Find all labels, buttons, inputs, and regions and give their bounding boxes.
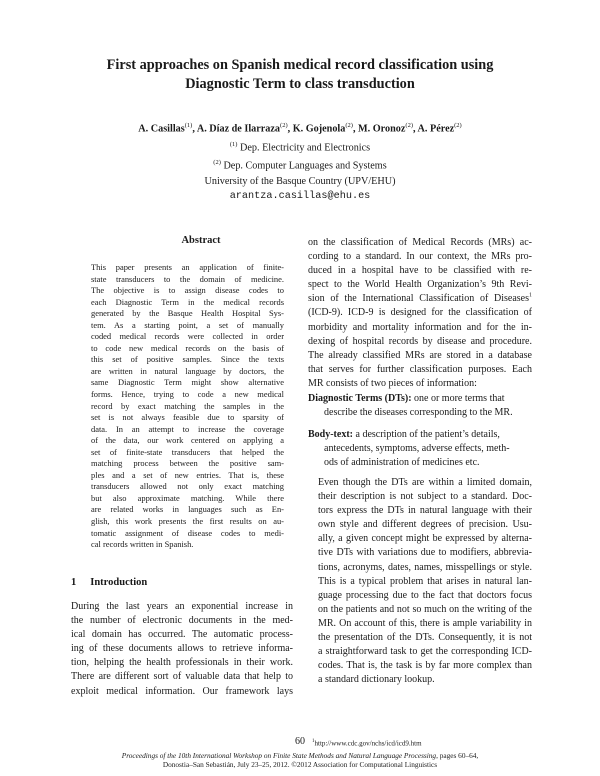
definition-term: Body-text: (308, 429, 353, 440)
author-4: , M. Oronoz (352, 123, 406, 135)
text-line: This is a typical problem that arises in natural lan- (318, 575, 532, 587)
text-line: matching process between the positive sam- (91, 458, 284, 469)
text-line: glish, this work presents the first results on au- (91, 516, 284, 527)
text-line: exploit medical information. Our framework lays (71, 685, 293, 697)
text-line: ical domain has occurred. The automatic process- (71, 629, 293, 641)
page-number: 60 (295, 736, 305, 747)
text-line: on the patients and not so much on the writing of the (318, 603, 532, 615)
definition-line: describe the diseases corresponding to the MR. (324, 407, 513, 419)
definition-diagnostic-terms (308, 392, 532, 420)
text-line: guage processing due to the fact that doctors focus (318, 589, 532, 601)
affiliation-1-mark: (1) (229, 140, 238, 148)
right-column-paragraph-1 (308, 236, 532, 391)
text-line: state transducers to the domain of medicine. (91, 273, 284, 284)
author-names (40, 118, 560, 137)
text-line: generated by the Basque Health Hospital Sys- (91, 308, 284, 319)
text-line: The already classified MRs are stored in a database (308, 349, 532, 361)
text-line: are related works in languages such as En- (91, 504, 284, 515)
affiliation-1 (40, 137, 560, 156)
university: University of the Basque Country (UPV/EHU) (204, 175, 396, 187)
author-2: , A. Díaz de Ilarraza (192, 123, 281, 135)
text-line: their description is not subject to a standard. Doc- (318, 491, 532, 503)
text-line: MR consists of two pieces of information: (308, 377, 477, 389)
text-line: sion of the International Classification of Diseases$^1$ (308, 293, 532, 305)
text-line: a standard dictionary lookup. (318, 674, 435, 686)
proceedings-line-2: Donostia–San Sebastián, July 23–25, 2012. ©2012 Association for Computational Linguistics (162, 760, 438, 770)
text-line: a straightforward task to get the corresponding ICD- (318, 646, 532, 658)
text-line: There are different sort of valuable data that help to (71, 671, 293, 683)
author-5: , A. Pérez (413, 123, 455, 135)
text-line: record by exact matching the samples in the (91, 400, 284, 411)
text-line: tion, helping the health professionals in their work. (71, 657, 293, 669)
footnote-url[interactable]: http://www.cdc.gov/nchs/icd/icd9.htm (314, 739, 422, 748)
author-3-affil: (2) (345, 122, 353, 129)
affiliation-2-text: Dep. Computer Languages and Systems (220, 160, 387, 172)
proceedings-name: Proceedings of the 10th International Workshop on Finite State Methods and Natural Language Processing (121, 751, 437, 760)
text-line: own style and different degrees of precision. Usu- (318, 519, 532, 531)
author-2-affil: (2) (280, 122, 288, 129)
introduction-paragraph (71, 600, 293, 699)
abstract-heading: Abstract (181, 235, 221, 246)
text-line: cording to a standard. In our context, the MRs pro- (308, 251, 532, 263)
text-line: duced in a hospital have to be classified with re- (308, 265, 532, 277)
author-5-affil: (2) (454, 122, 462, 129)
author-email[interactable]: arantza.casillas@ehu.es (229, 190, 371, 202)
definition-line: antecedents, symptoms, adverse effects, meth- (324, 443, 510, 455)
proceedings-line-1 (0, 751, 600, 760)
paper-title (60, 56, 540, 94)
text-line: set of finite-state transducers that helped the (91, 446, 284, 457)
text-line: are written in natural language by doctors, the (91, 365, 284, 376)
text-line: same Diagnostic Term might show alternative (91, 377, 284, 388)
footnote-mark: 1 (312, 739, 315, 744)
abstract-body (91, 262, 284, 551)
author-4-affil: (2) (405, 122, 413, 129)
text-line: that serves for further classification purposes. Each (308, 363, 532, 375)
title-line-2: Diagnostic Term to class transduction (185, 76, 415, 92)
affiliation-2 (40, 155, 560, 174)
text-line: ing of these documents allows to retrieve informa- (71, 643, 293, 655)
text-line: spect to the World Health Organization’s 9th Revi- (308, 279, 532, 291)
section-title: Introduction (90, 577, 148, 588)
text-line: data. In an attempt to increase the coverage (91, 423, 284, 434)
text-line: each Diagnostic Term in the medical records (91, 296, 284, 307)
text-line: but also approximate matching. While there (91, 492, 284, 503)
definition-text: one or more terms that (411, 393, 505, 404)
affiliation-1-text: Dep. Electricity and Electronics (237, 141, 371, 153)
footnote-reference: 1 (529, 293, 532, 300)
text-line: to code new medical records on the basis of (91, 342, 284, 353)
text-line: dexing of hospital records by disease and procedure. (308, 335, 532, 347)
text-line: tions, acronyms, dates, names, misspellings or style. (318, 561, 532, 573)
text-line: tive DTs with variations due to modifiers, abbrevia- (318, 547, 532, 559)
text-line: the presentation of the DTs. Consequently, it is not (318, 632, 532, 644)
text-line: codes. That is, the task is by far more complex than (318, 660, 532, 672)
author-1: A. Casillas (138, 123, 185, 135)
title-line-1: First approaches on Spanish medical record classification using (106, 57, 494, 73)
text-line: tem. As a starting point, a set of manually (91, 319, 284, 330)
text-line: transducers allowed not only exact matching (91, 481, 284, 492)
definition-line: ods of administration of medicines etc. (324, 457, 480, 469)
text-line: this set of positive samples. Since the texts (91, 354, 284, 365)
definition-text: a description of the patient’s details, (353, 429, 500, 440)
text-line: set is not always feasible due to sparsity of (91, 412, 284, 423)
text-line: MR. On account of this, there is ample variability in (318, 617, 532, 629)
text-line: cal records written in Spanish. (91, 539, 194, 550)
text-line: of the data, our work centered on applying a (91, 435, 284, 446)
text-line: tomatic assignment of disease codes to medi- (91, 527, 284, 538)
author-block (40, 118, 560, 204)
text-line: ples and a set of new entries. That is, these (91, 469, 284, 480)
text-line: Even though the DTs are within a limited domain, (318, 477, 532, 488)
definition-line (308, 392, 532, 406)
text-line: During the last years an exponential increase in (71, 601, 293, 612)
text-line: morbidity and mortality information and for the in- (308, 321, 532, 333)
definition-body-text (308, 428, 532, 470)
text-line: This paper presents an application of finite- (91, 262, 284, 272)
text-line: forms. Hence, trying to code a new medical (91, 389, 284, 400)
proceedings-footer (0, 751, 600, 769)
right-column-paragraph-2 (308, 476, 532, 687)
affiliation-2-mark: (2) (213, 159, 221, 167)
text-line: the number of electronic documents in the med- (71, 615, 293, 627)
definition-line (308, 428, 532, 442)
section-number: 1 (71, 577, 77, 588)
text-line: The objective is to assign disease codes to (91, 285, 284, 296)
text-line: ally, a given concept might be expressed by alterna- (318, 533, 532, 545)
text-line: on the classification of Medical Records (MRs) ac- (308, 237, 532, 248)
definition-term: Diagnostic Terms (DTs): (308, 393, 412, 404)
section-heading-introduction (71, 577, 147, 588)
proceedings-pages: , pages 60–64, (436, 751, 479, 760)
text-line: tors express the DTs in natural language with their (318, 505, 532, 517)
text-line: coded medical records were collected in order (91, 331, 284, 342)
text-line: (ICD-9). ICD-9 is designed for the classification of (308, 307, 532, 319)
author-1-affil: (1) (184, 122, 193, 129)
author-3: , K. Gojenola (287, 123, 346, 135)
